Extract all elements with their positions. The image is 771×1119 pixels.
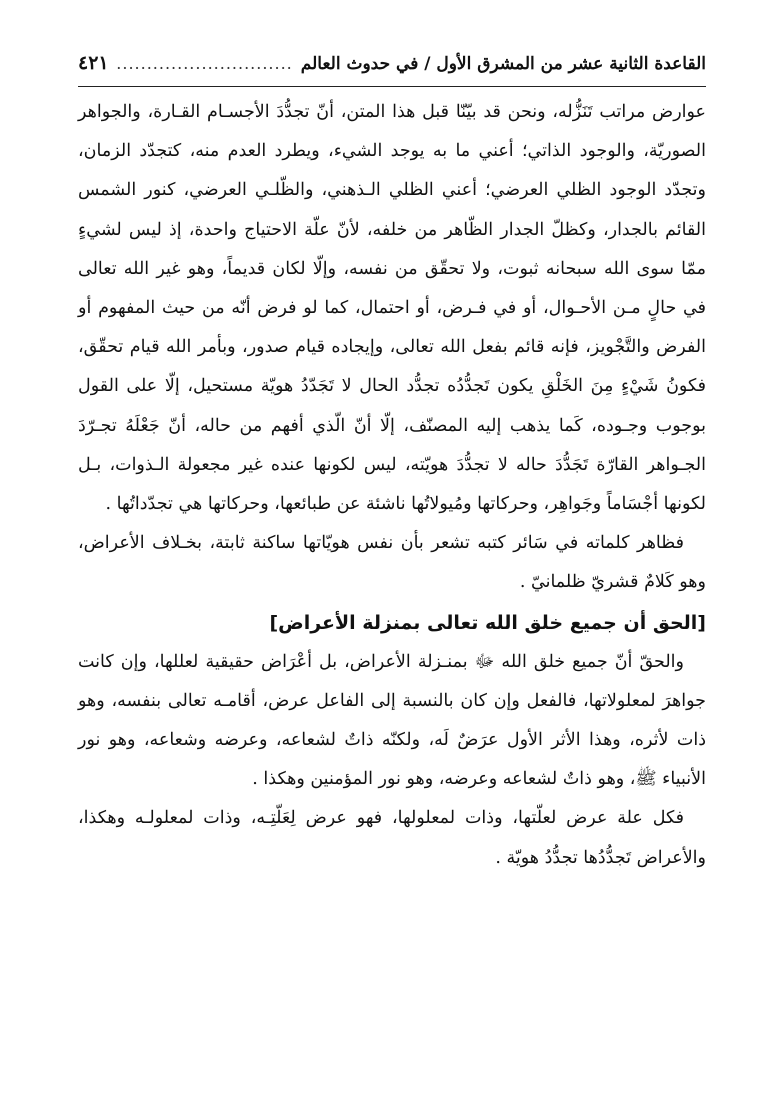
section-heading: [الحق أن جميع خلق الله تعالى بمنزلة الأعراض] <box>269 611 706 634</box>
book-page <box>78 52 706 878</box>
header-title: القاعدة الثانية عشر من المشرق الأول / في حدوث العالم <box>300 54 706 74</box>
paragraph-4: فكل علة عرض لعلّتها، وذات لمعلولها، فهو عرض لِعَلّتِـه، وذات لمعلولـه وهكذا، والأعراض تَجدُّدُها تجدُّدُ هويّة . <box>78 808 706 868</box>
page-number: ٤٢١ <box>78 52 109 74</box>
paragraph-3: والحقّ أنّ جميع خلق الله ﷻ بمنـزلة الأعراض، بل أعْرَاض حقيقية لعللها، وإن كانت جواهرَ لمعلولاتها، فالفعل وإن كان بالنسبة إلى الفاعل عرض، أقامـه تعالى بنفسه، وهو ذات لأثره، وهذا الأثر الأول عرَضٌ لَه، ولكنّه ذاتٌ لشعاعه، وعرضه وشعاعه، وهو نور الأنبياء ﷺ، وهو ذاتٌ لشعاعه وعرضه، وهو نور المؤمنين وهكذا . <box>78 651 706 790</box>
paragraph-1: عوارض مراتب تَنَزُّله، ونحن قد بيّنّا قبل هذا المتن، أنّ تجدُّدَ الأجسـام القـارة، والجواهر الصوريّة، والوجود الذاتي؛ أعني ما به يوجد الشيء، ويطرد العدم منه، كتجدّد الزمان، وتجدّد الوجود الظلي العرضي؛ أعني الظلي الـذهني، والظّلـي العرضي، كنور الشمس القائم بالجدار، وكظلّ الجدار الظّاهر من خلفه، لأنّ علّة الاحتياج واحدة، إذ ليس لشيءٍ ممّا سوى الله سبحانه ثبوت، ولا تحقّق من نفسه، وإلّا لكان قديماً، وهو غير الله تعالى في حالٍ مـن الأحـوال، أو في فـرض، أو احتمال، كما لو فرض أنّه من حيث المفهوم أو الفرض والتَّجْويز، فإنه قائم بفعل الله تعالى، وإيجاده قيام صدور، وبأمر الله قيام تحقّق، فكونُ شَيْءٍ مِنَ الخَلْقِ يكون تَجدُّدُه تجدُّد الحال لا تَجَدّدُ هويّة مستحيل، إلّا على القول بوجوب وجـوده، كَما يذهب إليه المصنّف، إلّا أنّ الّذي أفهم من حاله، أنّ جَعْلَهُ تجـرّدَ الجـواهر القارّة تَجَدُّدَ حاله لا تجدُّدَ هويّته، ليس لكونها عنده غير مجعولة الـذوات، بـل لكونها أجْسَاماً وجَواهِر، وحركاتها ومُيولاتُها ناشئة عن طبائعها، وحركاتها هي تجدّداتُها . <box>78 102 706 515</box>
paragraph-2: فظاهر كلماته في سَائر كتبه تشعر بأن نفس هويّاتها ساكنة ثابتة، بخـلاف الأعراض، وهو كَلامٌ قشريّ ظلمانيّ . <box>78 533 706 593</box>
header-leader-dots <box>117 54 293 73</box>
running-header <box>78 52 706 87</box>
